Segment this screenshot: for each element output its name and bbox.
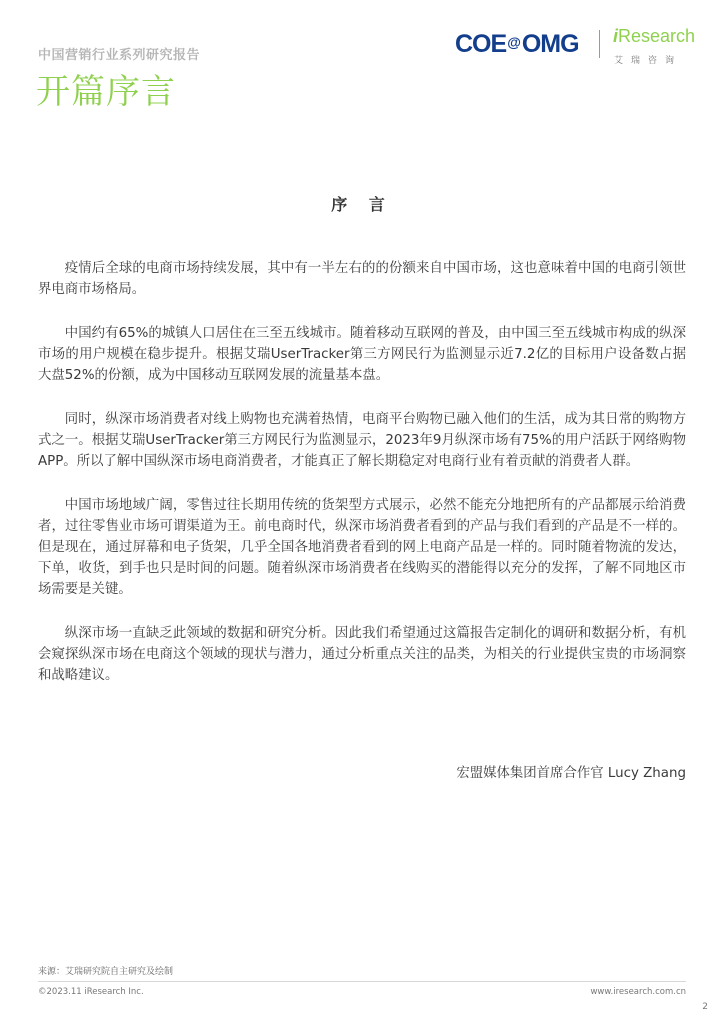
iresearch-logo-chinese: 艾瑞咨询 bbox=[614, 56, 683, 66]
paragraph: 疫情后全球的电商市场持续发展，其中有一半左右的的份额来自中国市场，这也意味着中国的电商引领世界电商市场格局。 bbox=[38, 261, 686, 297]
iresearch-logo bbox=[613, 26, 695, 47]
footer-divider bbox=[38, 981, 686, 982]
preface-body bbox=[38, 258, 686, 709]
signature: 宏盟媒体集团首席合作官 Lucy Zhang bbox=[456, 766, 686, 781]
paragraph: 中国约有65%的城镇人口居住在三至五线城市。随着移动互联网的普及，由中国三至五线城市构成的纵深市场的用户规模在稳步提升。根据艾瑞UserTracker第三方网民行为监测显示近7.2亿的目标用户设备数占据大盘52%的份额，成为中国移动互联网发展的流量基本盘。 bbox=[38, 326, 686, 383]
paragraph: 同时，纵深市场消费者对线上购物也充满着热情，电商平台购物已融入他们的生活，成为其日常的购物方式之一。根据艾瑞UserTracker第三方网民行为监测显示，2023年9月纵深市场有75%的用户活跃于网络购物APP。所以了解中国纵深市场电商消费者，才能真正了解长期稳定对电商行业有着贡献的消费者人群。 bbox=[38, 412, 686, 469]
preface-heading: 序 言 bbox=[331, 195, 393, 214]
logo-at-text: @ bbox=[507, 34, 521, 50]
logo-omg-text: OMG bbox=[521, 30, 579, 58]
copyright: ©2023.11 iResearch Inc. bbox=[38, 987, 144, 997]
paragraph: 中国市场地域广阔，零售过往长期用传统的货架型方式展示，必然不能充分地把所有的产品都展示给消费者，过往零售业市场可谓渠道为王。前电商时代，纵深市场消费者看到的产品与我们看到的产品是不一样的。但是现在，通过屏幕和电子货架，几乎全国各地消费者看到的网上电商产品是一样的。同时随着物流的发达，下单，收货，到手也只是时间的问题。随着纵深市场消费者在线购买的潜能得以充分的发挥，了解不同地区市场需要是关键。 bbox=[38, 498, 686, 597]
logo-ir-i: i bbox=[613, 26, 619, 46]
page-title: 开篇序言 bbox=[36, 72, 176, 112]
paragraph: 纵深市场一直缺乏此领域的数据和研究分析。因此我们希望通过这篇报告定制化的调研和数据分析，有机会窥探纵深市场在电商这个领域的现状与潜力，通过分析重点关注的品类，为相关的行业提供宝贵的市场洞察和战略建议。 bbox=[38, 626, 686, 683]
source-note: 来源：艾瑞研究院自主研究及绘制 bbox=[38, 967, 174, 977]
logo-divider bbox=[599, 30, 600, 58]
website-link[interactable]: www.iresearch.com.cn bbox=[590, 987, 686, 997]
page-number: 2 bbox=[702, 1002, 708, 1012]
logo-ir-text: Research bbox=[618, 26, 696, 46]
report-series-title: 中国营销行业系列研究报告 bbox=[38, 48, 201, 63]
logo-coe-text: COE bbox=[455, 30, 507, 58]
coe-omg-logo bbox=[455, 30, 579, 59]
